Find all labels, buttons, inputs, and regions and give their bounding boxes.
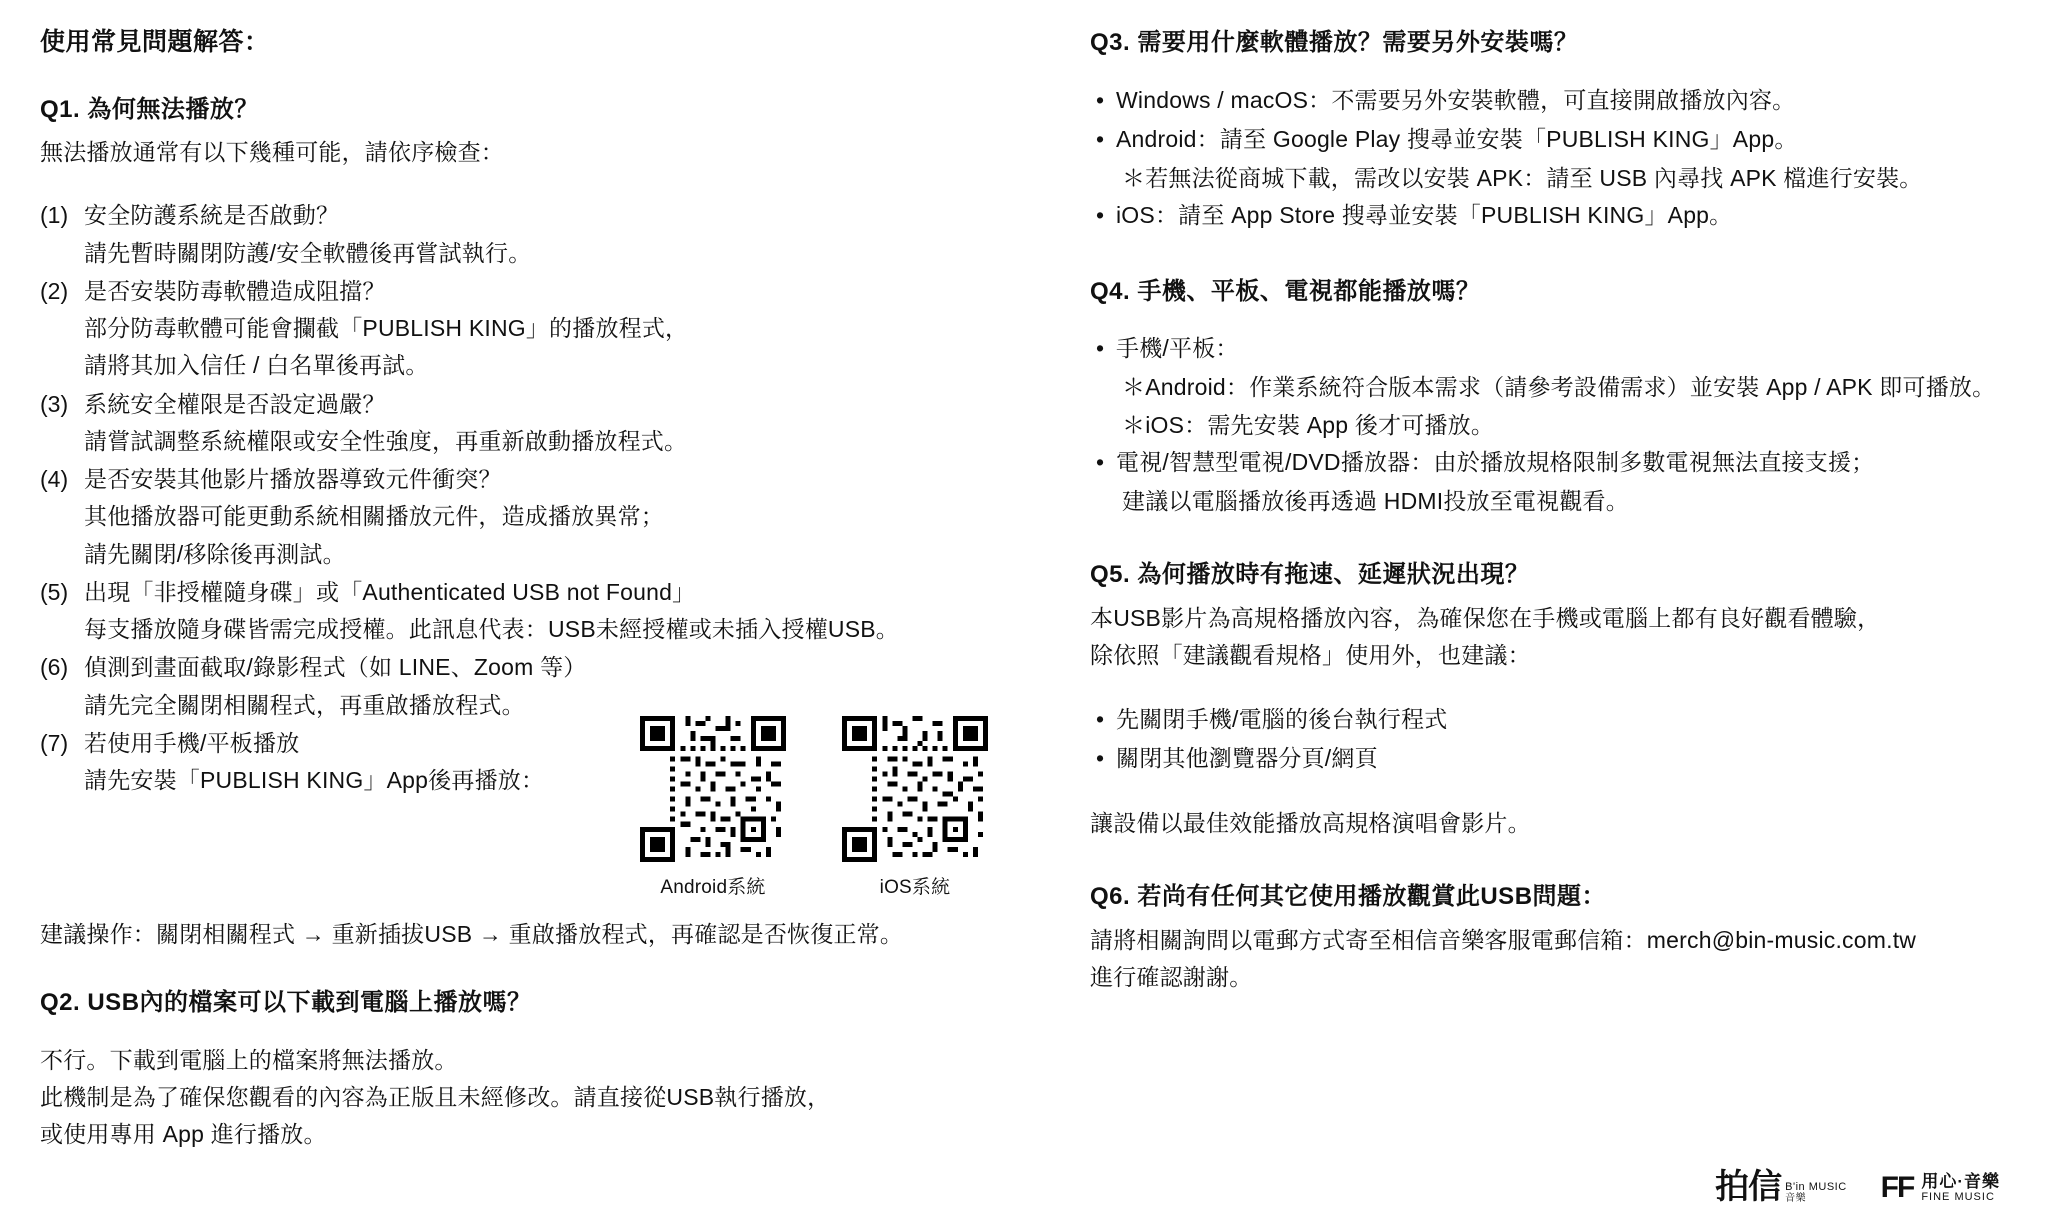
fine-logo-text: [1921, 1172, 2000, 1204]
bullet-text: 手機/平板：: [1116, 335, 1239, 362]
list-item: [1090, 444, 2010, 481]
list-item: [1090, 197, 2010, 234]
page-title: 使用常見問題解答：: [40, 28, 270, 56]
item-body: [84, 386, 1020, 461]
bullet-text: iOS：請至 App Store 搜尋並安裝「PUBLISH KING」App。: [1116, 202, 1733, 229]
item-line: 偵測到畫面截取/錄影程式（如 LINE、Zoom 等）: [84, 654, 587, 681]
list-item: [1090, 701, 2010, 738]
q5-line: 本USB影片為高規格播放內容，為確保您在手機或電腦上都有良好觀看體驗，: [1090, 605, 1881, 632]
q6-title: Q6. 若尚有任何其它使用播放觀賞此USB問題：: [1090, 883, 1607, 911]
item-line: 若使用手機/平板播放: [84, 729, 300, 756]
item-body: [84, 461, 1020, 573]
q4-bullets: [1090, 330, 2010, 520]
bin-music-logo: [1715, 1170, 1847, 1204]
list-item: [1090, 740, 2010, 777]
q2-title: Q2. USB內的檔案可以下載到電腦上播放嗎？: [40, 989, 532, 1016]
qr-android: [640, 716, 786, 899]
bullet-note: ＊iOS：需先安裝 App 後才可播放。: [1122, 411, 1495, 438]
list-item: [40, 273, 1020, 385]
q1-intro: 無法播放通常有以下幾種可能，請依序檢查：: [40, 139, 504, 166]
item-line: 部分防毒軟體可能會攔截「PUBLISH KING」的播放程式，: [84, 315, 689, 342]
q5-title: Q5. 為何播放時有拖速、延遲狀況出現？: [1090, 561, 1530, 589]
item-line: 出現「非授權隨身碟」或「Authenticated USB not Found」: [84, 578, 696, 605]
q6-line: 請將相關詢問以電郵方式寄至相信音樂客服電郵信箱：merch@bin-music.com.tw: [1090, 926, 1917, 953]
q3-title: Q3. 需要用什麼軟體播放？需要另外安裝嗎？: [1090, 29, 1579, 56]
bullet-icon: •: [1096, 86, 1105, 113]
list-item: [1090, 121, 2010, 158]
bullet-continuation: 建議以電腦播放後再透過 HDMI投放至電視觀看。: [1122, 488, 1629, 515]
qr-ios: [842, 716, 988, 899]
qr-caption: Android系統: [660, 877, 766, 898]
list-item: [1090, 330, 2010, 367]
qr-caption: iOS系統: [879, 877, 951, 898]
q2-block: [40, 986, 1020, 1153]
bin-logo-mark: 拍信: [1715, 1168, 1782, 1206]
bullet-note: ＊若無法從商城下載，需改以安裝 APK：請至 USB 內尋找 APK 檔進行安裝。: [1122, 165, 1923, 192]
item-marker: (7): [40, 729, 69, 756]
q6-line: 進行確認謝謝。: [1090, 964, 1253, 991]
fine-logo-cn: 用心·音樂: [1921, 1171, 2000, 1191]
item-line: 請先關閉/移除後再測試。: [84, 540, 346, 567]
list-item: [40, 197, 1020, 272]
list-item: [40, 649, 1020, 724]
bullet-text: Windows / macOS：不需要另外安裝軟體，可直接開啟播放內容。: [1116, 86, 1796, 113]
item-line: 其他播放器可能更動系統相關播放元件，造成播放異常；: [84, 503, 664, 530]
qr-code-icon: [842, 716, 988, 862]
q5-closing: 讓設備以最佳效能播放高規格演唱會影片。: [1090, 810, 1531, 837]
bullet-icon: •: [1096, 202, 1105, 229]
list-item: [40, 461, 1020, 573]
left-column: [40, 26, 1020, 1148]
item-line: 請嘗試調整系統權限或安全性強度，再重新啟動播放程式。: [84, 427, 688, 454]
fine-logo-mark: FF: [1880, 1170, 1914, 1204]
bullet-text: 關閉其他瀏覽器分頁/網頁: [1116, 744, 1378, 771]
fine-logo-en: FINE MUSIC: [1921, 1191, 1995, 1204]
q5-bullets: [1090, 701, 2010, 778]
bullet-text: 電視/智慧型電視/DVD播放器：由於播放規格限制多數電視無法直接支援；: [1116, 448, 1875, 475]
bullet-icon: •: [1096, 335, 1105, 362]
q5-line: 除依照「建議觀看規格」使用外，也建議：: [1090, 642, 1531, 669]
bullet-icon: •: [1096, 448, 1105, 475]
item-marker: (4): [40, 466, 69, 493]
footer-logos: [1715, 1170, 2000, 1204]
fine-music-logo: [1881, 1172, 2000, 1204]
item-body: [84, 197, 1020, 272]
bullet-icon: •: [1096, 744, 1105, 771]
item-line: 請將其加入信任 / 白名單後再試。: [84, 352, 429, 379]
q2-line: 或使用專用 App 進行播放。: [40, 1121, 327, 1148]
item-body: [84, 574, 1020, 649]
q3-bullets: [1090, 82, 2010, 235]
item-marker: (1): [40, 202, 69, 229]
q4-title: Q4. 手機、平板、電視都能播放嗎？: [1090, 277, 1481, 305]
item-body: [84, 273, 1020, 385]
list-item: [40, 386, 1020, 461]
bullet-text: 先關閉手機/電腦的後台執行程式: [1116, 705, 1448, 732]
item-line: 是否安裝防毒軟體造成阻擋？: [84, 277, 386, 304]
q2-line: 不行。下載到電腦上的檔案將無法播放。: [40, 1046, 458, 1073]
bullet-note: ＊Android：作業系統符合版本需求（請參考設備需求）並安裝 App / APK 即可播放。: [1122, 374, 1996, 401]
bullet-icon: •: [1096, 125, 1105, 152]
bin-logo-en: B'in MUSIC: [1785, 1180, 1847, 1193]
item-marker: (5): [40, 578, 69, 605]
bin-logo-cn: 音樂: [1785, 1192, 1807, 1204]
item-line: 安全防護系統是否啟動？: [84, 202, 340, 229]
item-line: 請先完全關閉相關程式，再重啟播放程式。: [84, 691, 525, 718]
bullet-text: Android：請至 Google Play 搜尋並安裝「PUBLISH KING」App。: [1116, 125, 1798, 152]
bin-logo-text: [1785, 1182, 1847, 1204]
item-marker: (3): [40, 390, 69, 417]
bullet-icon: •: [1096, 705, 1105, 732]
item-line: 系統安全權限是否設定過嚴？: [84, 390, 386, 417]
q1-title: Q1. 為何無法播放？: [40, 95, 259, 123]
item-line: 請先安裝「PUBLISH KING」App後再播放：: [84, 767, 545, 794]
q2-line: 此機制是為了確保您觀看的內容為正版且未經修改。請直接從USB執行播放，: [40, 1083, 831, 1110]
list-item: [1090, 82, 2010, 119]
item-marker: (6): [40, 654, 69, 681]
item-marker: (2): [40, 277, 69, 304]
right-column: [1090, 26, 2010, 996]
item-line: 每支播放隨身碟皆需完成授權。此訊息代表：USB未經授權或未插入授權USB。: [84, 616, 899, 643]
item-body: [84, 649, 1020, 724]
qr-code-icon: [640, 716, 786, 862]
qr-code-group: [640, 716, 988, 899]
item-line: 請先暫時關閉防護/安全軟體後再嘗試執行。: [84, 239, 532, 266]
list-item: [40, 574, 1020, 649]
item-line: 是否安裝其他影片播放器導致元件衝突？: [84, 466, 502, 493]
q1-item-list: [40, 197, 1020, 799]
advice-line: 建議操作：關閉相關程式 → 重新插拔USB → 重啟播放程式，再確認是否恢復正常。: [40, 921, 904, 947]
